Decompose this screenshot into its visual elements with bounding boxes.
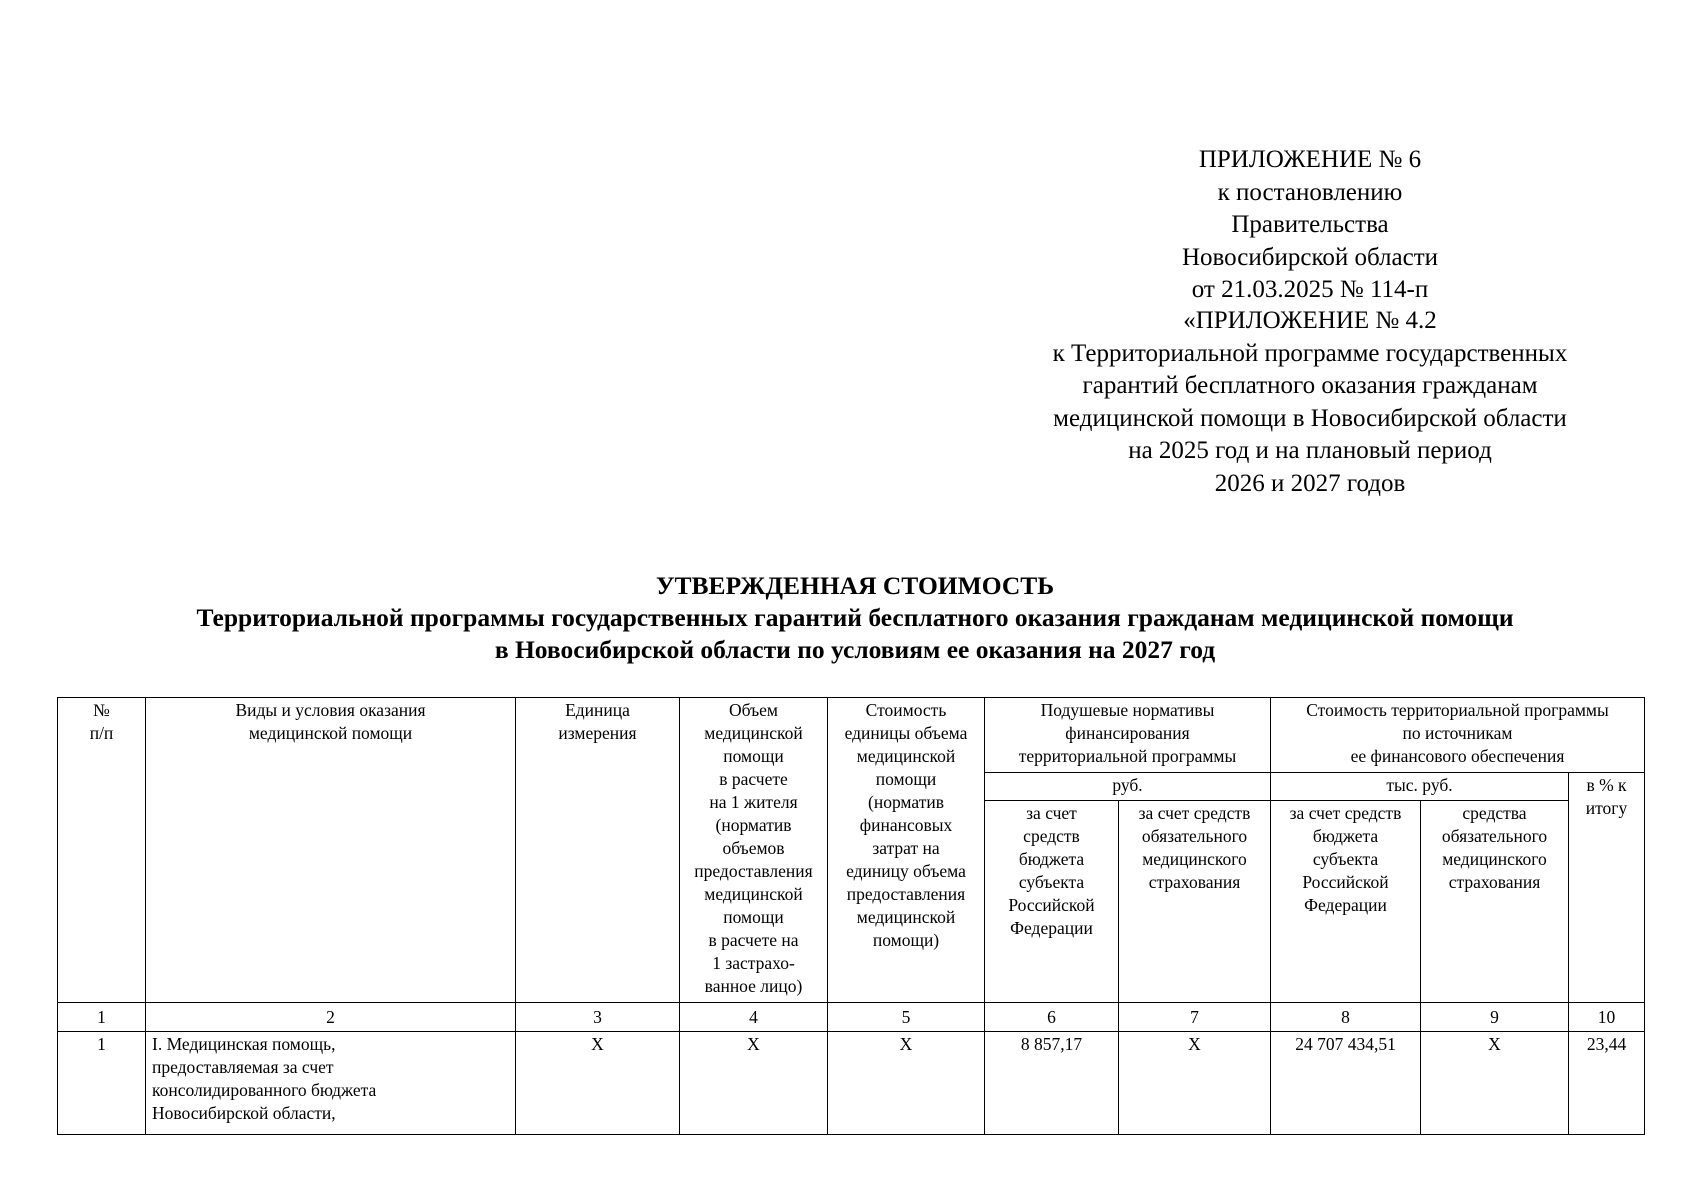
document-heading <box>60 570 1650 666</box>
appendix-6-line: Новосибирской области <box>1181 243 1439 271</box>
cost-table <box>57 697 1645 1135</box>
header-num: № п/п <box>58 698 146 1003</box>
header-oms-cost: средства обязательного медицинского страхования <box>1421 801 1569 1003</box>
appendix-6-line: к постановлению Правительства <box>1217 178 1403 238</box>
header-budget-cost: за счет средств бюджета субъекта Российской Федерации <box>1271 801 1421 1003</box>
row-name: I. Медицинская помощь, предоставляемая за счет консолидированного бюджета Новосибирской области, <box>146 1032 516 1135</box>
appendix-6-date: от 21.03.2025 № 114-п <box>1191 276 1429 303</box>
row-percent: 23,44 <box>1569 1032 1645 1135</box>
column-number: 6 <box>985 1003 1119 1032</box>
row-num: 1 <box>58 1032 146 1135</box>
column-number: 7 <box>1119 1003 1271 1032</box>
heading-subtitle: Территориальной программы государственных гарантий бесплатного оказания гражданам медицинской помощи <box>196 603 1514 632</box>
header-unit-cost: Стоимость единицы объема медицинской помощи (норматив финансовых затрат на единицу объема предоставления медицинской помощи) <box>828 698 985 1003</box>
header-kinds: Виды и условия оказания медицинской помощи <box>146 698 516 1003</box>
header-per-capita: Подушевые нормативы финансирования территориальной программы <box>985 698 1271 773</box>
appendix-4-2-line: гарантий бесплатного оказания гражданам <box>1082 372 1538 399</box>
heading-title: УТВЕРЖДЕННАЯ СТОИМОСТЬ <box>655 571 1055 600</box>
header-percent: в % к итогу <box>1569 773 1645 1003</box>
appendix-4-2-line: на 2025 год и на плановый период <box>1128 437 1492 464</box>
header-rub: руб. <box>985 773 1271 801</box>
header-unit: Единица измерения <box>516 698 680 1003</box>
row-volume: X <box>680 1032 828 1135</box>
header-volume: Объем медицинской помощи в расчете на 1 жителя (норматив объемов предоставления медицинской помощи в расчете на 1 застрахо- ванное лицо) <box>680 698 828 1003</box>
appendix-4-2-line: к Территориальной программе государственных <box>1052 339 1568 367</box>
row-per-capita-oms: X <box>1119 1032 1271 1135</box>
row-cost-budget: 24 707 434,51 <box>1271 1032 1421 1135</box>
column-number: 9 <box>1421 1003 1569 1032</box>
header-oms-per-capita: за счет средств обязательного медицинского страхования <box>1119 801 1271 1003</box>
row-unit: X <box>516 1032 680 1135</box>
header-thousand-rub: тыс. руб. <box>1271 773 1569 801</box>
appendix-4-2-line: 2026 и 2027 годов <box>1214 469 1406 497</box>
row-per-capita-budget: 8 857,17 <box>985 1032 1119 1135</box>
row-cost-oms: X <box>1421 1032 1569 1135</box>
appendix-6-title: ПРИЛОЖЕНИЕ № 6 <box>1198 146 1422 173</box>
heading-subtitle: в Новосибирской области по условиям ее оказания на 2027 год <box>494 635 1216 664</box>
column-number: 8 <box>1271 1003 1421 1032</box>
appendix-4-2-line: медицинской помощи в Новосибирской области <box>1053 404 1567 432</box>
header-row <box>58 698 1645 773</box>
row-unit-cost: X <box>828 1032 985 1135</box>
column-number-row <box>58 1003 1645 1032</box>
table-row <box>58 1032 1645 1135</box>
column-number: 2 <box>146 1003 516 1032</box>
header-program-cost: Стоимость территориальной программы по источникам ее финансового обеспечения <box>1271 698 1645 773</box>
column-number: 10 <box>1569 1003 1645 1032</box>
column-number: 1 <box>58 1003 146 1032</box>
column-number: 5 <box>828 1003 985 1032</box>
appendix-4-2-block <box>1030 305 1590 500</box>
column-number: 4 <box>680 1003 828 1032</box>
column-number: 3 <box>516 1003 680 1032</box>
header-budget-per-capita: за счет средств бюджета субъекта Российской Федерации <box>985 801 1119 1003</box>
appendix-4-2-title: «ПРИЛОЖЕНИЕ № 4.2 <box>1183 307 1437 334</box>
appendix-6-block <box>1160 144 1460 307</box>
